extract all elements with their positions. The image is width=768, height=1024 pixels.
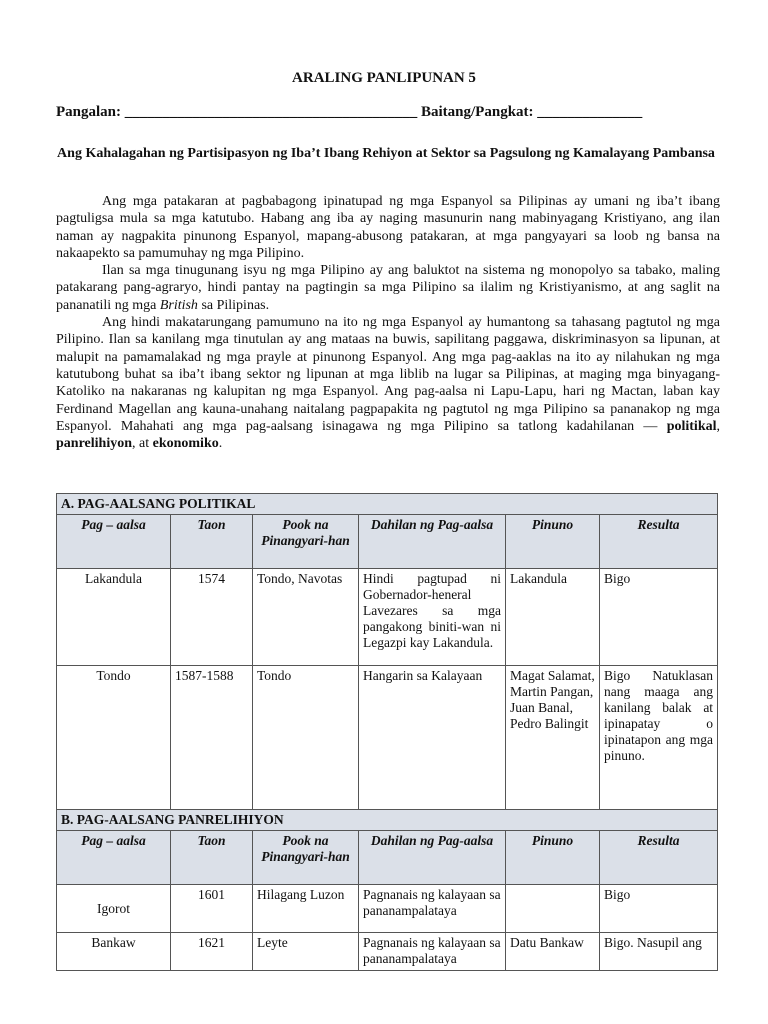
paragraph-2 [56, 262, 720, 314]
cell-dahilan: Pagnanais ng kalayaan sa pananampalataya [359, 885, 506, 933]
term-politikal: politikal [666, 418, 717, 434]
table-row [57, 933, 718, 971]
paragraph-2-end: sa Pilipinas. [197, 297, 270, 313]
section-header-panrelihiyon [57, 810, 718, 831]
cell-taon: 1621 [171, 933, 253, 971]
table-row [57, 666, 718, 810]
cell-pag-aalsa: Lakandula [57, 569, 171, 666]
cell-pinuno: Datu Bankaw [506, 933, 600, 971]
name-grade-line: Pangalan: _______________________________________ Baitang/Pangkat: ______________ [56, 104, 643, 120]
column-header-row [57, 515, 718, 569]
cell-dahilan: Pagnanais ng kalayaan sa pananampalataya [359, 933, 506, 971]
section-title: A. PAG-AALSANG POLITIKAL [57, 494, 718, 515]
cell-pinuno [506, 885, 600, 933]
cell-pag-aalsa-text: Igorot [97, 900, 130, 916]
separator: , at [132, 436, 153, 452]
cell-resulta: Bigo Natuklasan nang maaga ang kanilang balak at ipinapatay o ipinatapon ang mga pinuno. [600, 666, 718, 810]
cell-resulta: Bigo. Nasupil ang [600, 933, 718, 971]
cell-taon: 1587-1588 [171, 666, 253, 810]
paragraph-1: Ang mga patakaran at pagbabagong ipinatupad ng mga Espanyol sa Pilipinas ay umani ng iba’t ibang pagtuligsa mula sa mga katutubo. Habang ang iba ay naging masunurin nang mabinyagang Kristiyano, ang ilan naman ay nagpakita pinunong Espanyol, mapang-abusong patakaran, at mga pangyayari sa loob ng bansa na nakaapekto sa pamumuhay ng mga Pilipino. [56, 194, 720, 261]
term-ekonomiko: ekonomiko [152, 436, 219, 452]
paragraph-3 [56, 314, 720, 452]
cell-dahilan: Hindi pagtupad ni Gobernador-heneral Lavezares sa mga pangakong biniti-wan ni Legazpi kay Lakandula. [359, 569, 506, 666]
paragraph-3-text: Ang hindi makatarungang pamumuno na ito ng mga Espanyol ay humantong sa tahasang pagtutol ng mga Pilipino. Ilan sa kanilang mga tinutulan ay ang mataas na buwis, sapilitang paggawa, diskriminasyon sa lipunan, at malupit na pamamalakad ng mga prayle at pinunong Espanyol. Ang mga pag-aaklas na ito ay nilahukan ng mga katutubong buhat sa iba’t ibang sektor ng lipunan at mga liblib na lugar sa Pilipinas, at maging mga binyagang-Katoliko na nakaranas ng kalupitan ng mga Espanyol. Ang pag-aalsa ni Lapu-Lapu, hari ng Mactan, laban kay Ferdinand Magellan ang kauna-unahang naitalang pagpapakita ng pagtutol ng mga Pilipino sa pananakop ng mga Espanyol. Mahahati ang mga pag-aalsang isinagawa ng mga Pilipino sa tatlong kadahilanan — [56, 315, 720, 434]
cell-resulta: Bigo [600, 885, 718, 933]
col-header-taon: Taon [171, 515, 253, 569]
cell-taon: 1601 [171, 885, 253, 933]
cell-pinuno: Magat Salamat, Martin Pangan, Juan Banal, Pedro Balingit [506, 666, 600, 810]
cell-taon: 1574 [171, 569, 253, 666]
col-header-resulta: Resulta [600, 515, 718, 569]
paragraph-2-text: Ilan sa mga tinugunang isyu ng mga Pilipino ay ang baluktot na sistema ng monopolyo sa tabako, maling patakarang pang-agraryo, hindi pantay na pagtingin sa mga Pilipino sa ilalim ng Kristiyanismo, at ang saglit na pananatili ng mga [56, 263, 720, 313]
col-header-pook: Pook na Pinangyari-han [253, 515, 359, 569]
col-header-taon: Taon [171, 831, 253, 885]
lesson-body [56, 193, 720, 452]
cell-pook: Tondo [253, 666, 359, 810]
cell-pook: Tondo, Navotas [253, 569, 359, 666]
cell-resulta: Bigo [600, 569, 718, 666]
table-row [57, 569, 718, 666]
term-panrelihiyon: panrelihiyon [56, 436, 132, 452]
col-header-pag-aalsa: Pag – aalsa [57, 831, 171, 885]
cell-pook: Leyte [253, 933, 359, 971]
col-header-pinuno: Pinuno [506, 831, 600, 885]
document-title: ARALING PANLIPUNAN 5 [292, 70, 476, 86]
col-header-pinuno: Pinuno [506, 515, 600, 569]
col-header-pag-aalsa: Pag – aalsa [57, 515, 171, 569]
lesson-title: Ang Kahalagahan ng Partisipasyon ng Iba’t Ibang Rehiyon at Sektor sa Pagsulong ng Kamalayang Pambansa [57, 146, 715, 161]
separator: , [716, 418, 720, 434]
cell-pag-aalsa [57, 885, 171, 933]
section-header-politikal [57, 494, 718, 515]
col-header-dahilan: Dahilan ng Pag-aalsa [359, 831, 506, 885]
cell-dahilan: Hangarin sa Kalayaan [359, 666, 506, 810]
revolts-table [56, 493, 718, 971]
period: . [218, 436, 223, 452]
column-header-row [57, 831, 718, 885]
cell-pag-aalsa: Bankaw [57, 933, 171, 971]
table-row [57, 885, 718, 933]
cell-pook: Hilagang Luzon [253, 885, 359, 933]
cell-pag-aalsa: Tondo [57, 666, 171, 810]
section-title: B. PAG-AALSANG PANRELIHIYON [57, 810, 718, 831]
col-header-dahilan: Dahilan ng Pag-aalsa [359, 515, 506, 569]
british-term: British [159, 297, 198, 313]
cell-pinuno: Lakandula [506, 569, 600, 666]
col-header-pook: Pook na Pinangyari-han [253, 831, 359, 885]
col-header-resulta: Resulta [600, 831, 718, 885]
